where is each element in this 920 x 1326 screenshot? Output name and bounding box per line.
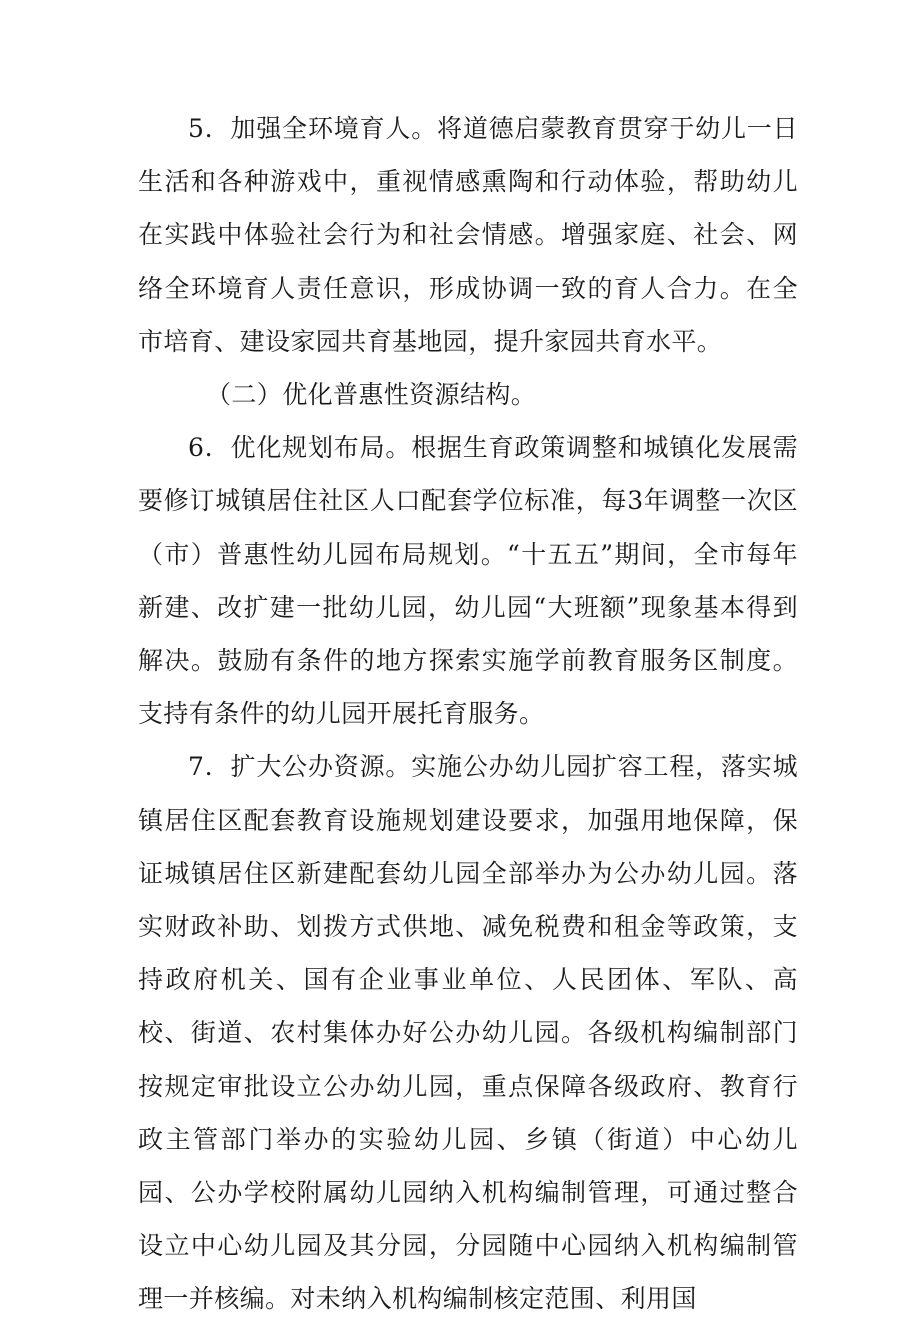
paragraph-item-6: 6．优化规划布局。根据生育政策调整和城镇化发展需要修订城镇居住社区人口配套学位标准，每3年调整一次区（市）普惠性幼儿园布局规划。“十五五”期间，全市每年新建、改扩建一批幼儿园，幼儿园“大班额”现象基本得到解决。鼓励有条件的地方探索实施学前教育服务区制度。支持有条件的幼儿园开展托育服务。 <box>138 433 798 729</box>
section-heading-2: （二）优化普惠性资源结构。 <box>206 380 537 410</box>
paragraph-item-7: 7．扩大公办资源。实施公办幼儿园扩容工程，落实城镇居住区配套教育设施规划建设要求，加强用地保障，保证城镇居住区新建配套幼儿园全部举办为公办幼儿园。落实财政补助、划拨方式供地、减免税费和租金等政策，支持政府机关、国有企业事业单位、人民团体、军队、高校、街道、农村集体办好公办幼儿园。各级机构编制部门按规定审批设立公办幼儿园，重点保障各级政府、教育行政主管部门举办的实验幼儿园、乡镇（街道）中心幼儿园、公办学校附属幼儿园纳入机构编制管理，可通过整合设立中心幼儿园及其分园，分园随中心园纳入机构编制管理一并核编。对未纳入机构编制核定范围、利用国 <box>138 752 798 1314</box>
paragraph-item-5: 5．加强全环境育人。将道德启蒙教育贯穿于幼儿一日生活和各种游戏中，重视情感熏陶和行动体验，帮助幼儿在实践中体验社会行为和社会情感。增强家庭、社会、网络全环境育人责任意识，形成协调一致的育人合力。在全市培育、建设家园共育基地园，提升家园共育水平。 <box>138 114 798 356</box>
document-body <box>138 102 798 1326</box>
